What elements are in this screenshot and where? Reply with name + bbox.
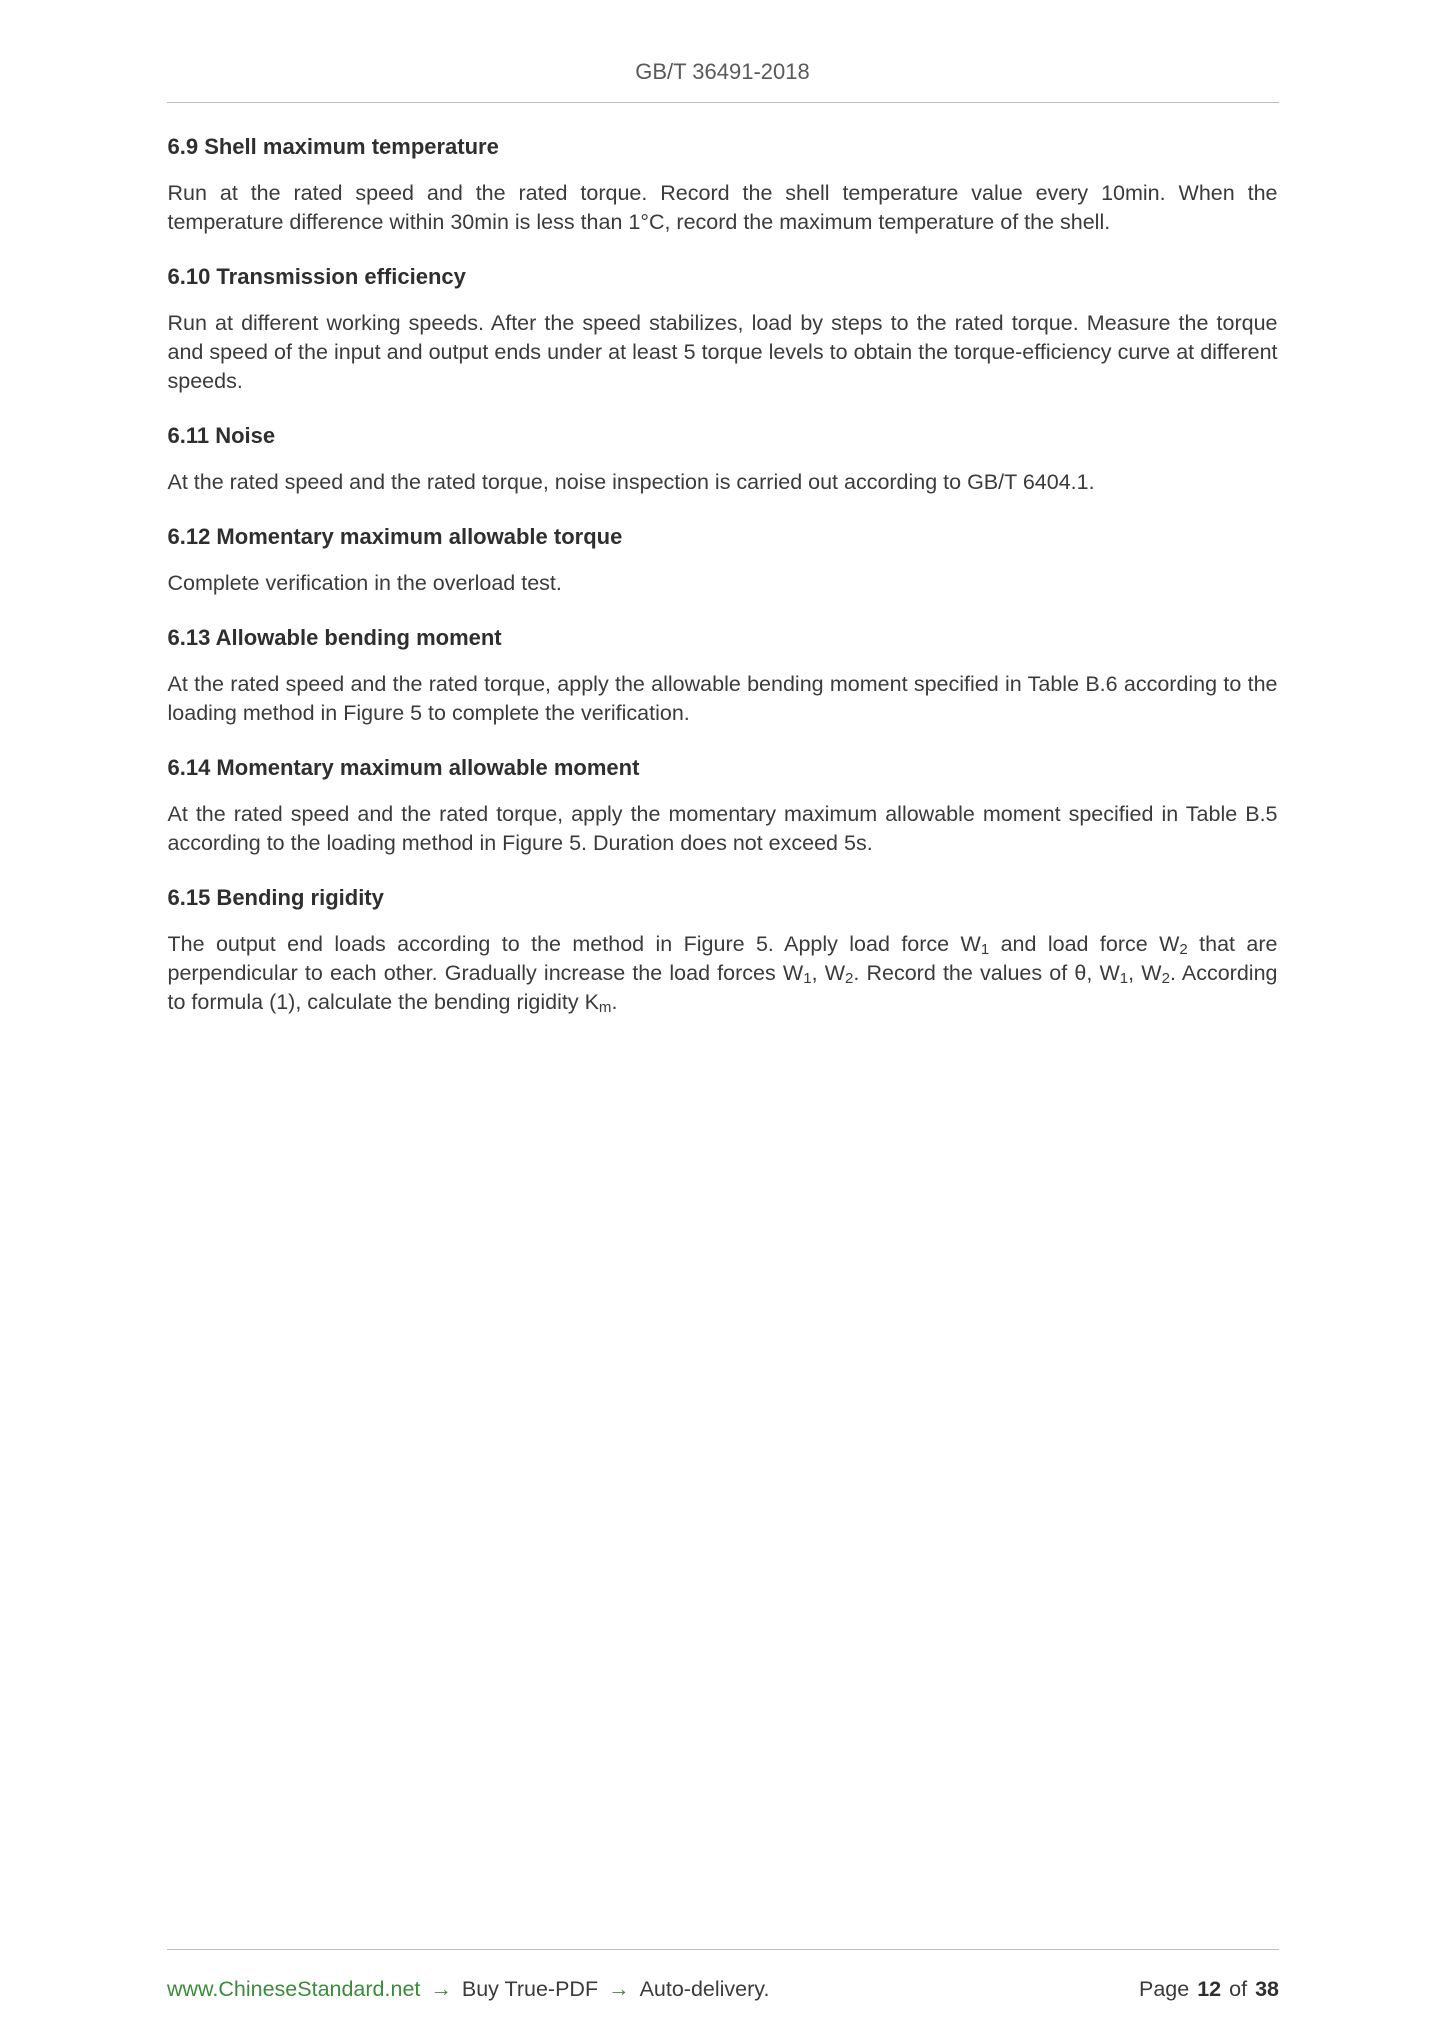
footer-promo — [167, 1976, 769, 2002]
header-divider — [167, 102, 1279, 103]
section-paragraph: The output end loads according to the method in Figure 5. Apply load force $W_1$ and load force $W_2$ that are perpendicular to each other. Gradually increase the load forces $W_1$, $W_2$. Record the values of θ, $W_1$, $W_2$. According to formula (1), calculate the bending rigidity $K_m$. — [167, 932, 1278, 1017]
page-number: 12 — [1197, 1977, 1222, 2001]
section-6-15 — [168, 883, 1278, 1017]
section-heading: 6.9 Shell maximum temperature — [167, 134, 499, 159]
footer-row — [167, 1976, 1279, 2002]
section-6-12 — [168, 522, 1278, 598]
section-6-9 — [168, 132, 1278, 237]
section-paragraph: Complete verification in the overload test. — [167, 571, 562, 595]
page-footer — [167, 1949, 1279, 2044]
footer-divider — [167, 1949, 1279, 1950]
right-arrow-icon: → — [430, 1977, 452, 2001]
of-label: of — [1229, 1977, 1248, 2001]
document-body — [168, 132, 1278, 1017]
section-paragraph: At the rated speed and the rated torque, noise inspection is carried out according to GB/T 6404.1. — [167, 470, 1095, 494]
document-title: GB/T 36491-2018 — [635, 59, 810, 84]
right-arrow-icon: → — [608, 1977, 630, 2001]
section-heading: 6.12 Momentary maximum allowable torque — [167, 524, 623, 549]
section-heading: 6.10 Transmission efficiency — [167, 264, 466, 289]
site-link[interactable]: www.ChineseStandard.net — [167, 1977, 421, 2001]
section-heading: 6.11 Noise — [167, 423, 276, 448]
page-header — [0, 0, 1445, 103]
section-6-11 — [168, 421, 1278, 497]
section-6-14 — [168, 753, 1278, 858]
page-label: Page — [1139, 1977, 1190, 2001]
section-heading: 6.14 Momentary maximum allowable moment — [167, 755, 640, 780]
section-paragraph: Run at different working speeds. After the speed stabilizes, load by steps to the rated torque. Measure the torque and speed of the input and output ends under at least 5 torque levels to obtain the torque-efficiency curve at different speeds. — [167, 311, 1278, 393]
section-heading: 6.13 Allowable bending moment — [167, 625, 502, 650]
section-paragraph: At the rated speed and the rated torque, apply the momentary maximum allowable moment specified in Table B.5 according to the loading method in Figure 5. Duration does not exceed 5s. — [167, 802, 1278, 855]
footer-delivery-text: Auto-delivery. — [639, 1977, 770, 2001]
section-heading: 6.15 Bending rigidity — [167, 885, 384, 910]
section-paragraph: Run at the rated speed and the rated torque. Record the shell temperature value every 10min. When the temperature difference within 30min is less than 1°C, record the maximum temperature of the shell. — [167, 181, 1278, 234]
section-6-10 — [168, 262, 1278, 396]
section-6-13 — [168, 623, 1278, 728]
page-indicator — [1139, 1976, 1279, 2002]
footer-buy-text: Buy True-PDF — [461, 1977, 599, 2001]
total-pages: 38 — [1255, 1977, 1279, 2001]
section-paragraph: At the rated speed and the rated torque, apply the allowable bending moment specified in Table B.6 according to the loading method in Figure 5 to complete the verification. — [167, 672, 1278, 725]
